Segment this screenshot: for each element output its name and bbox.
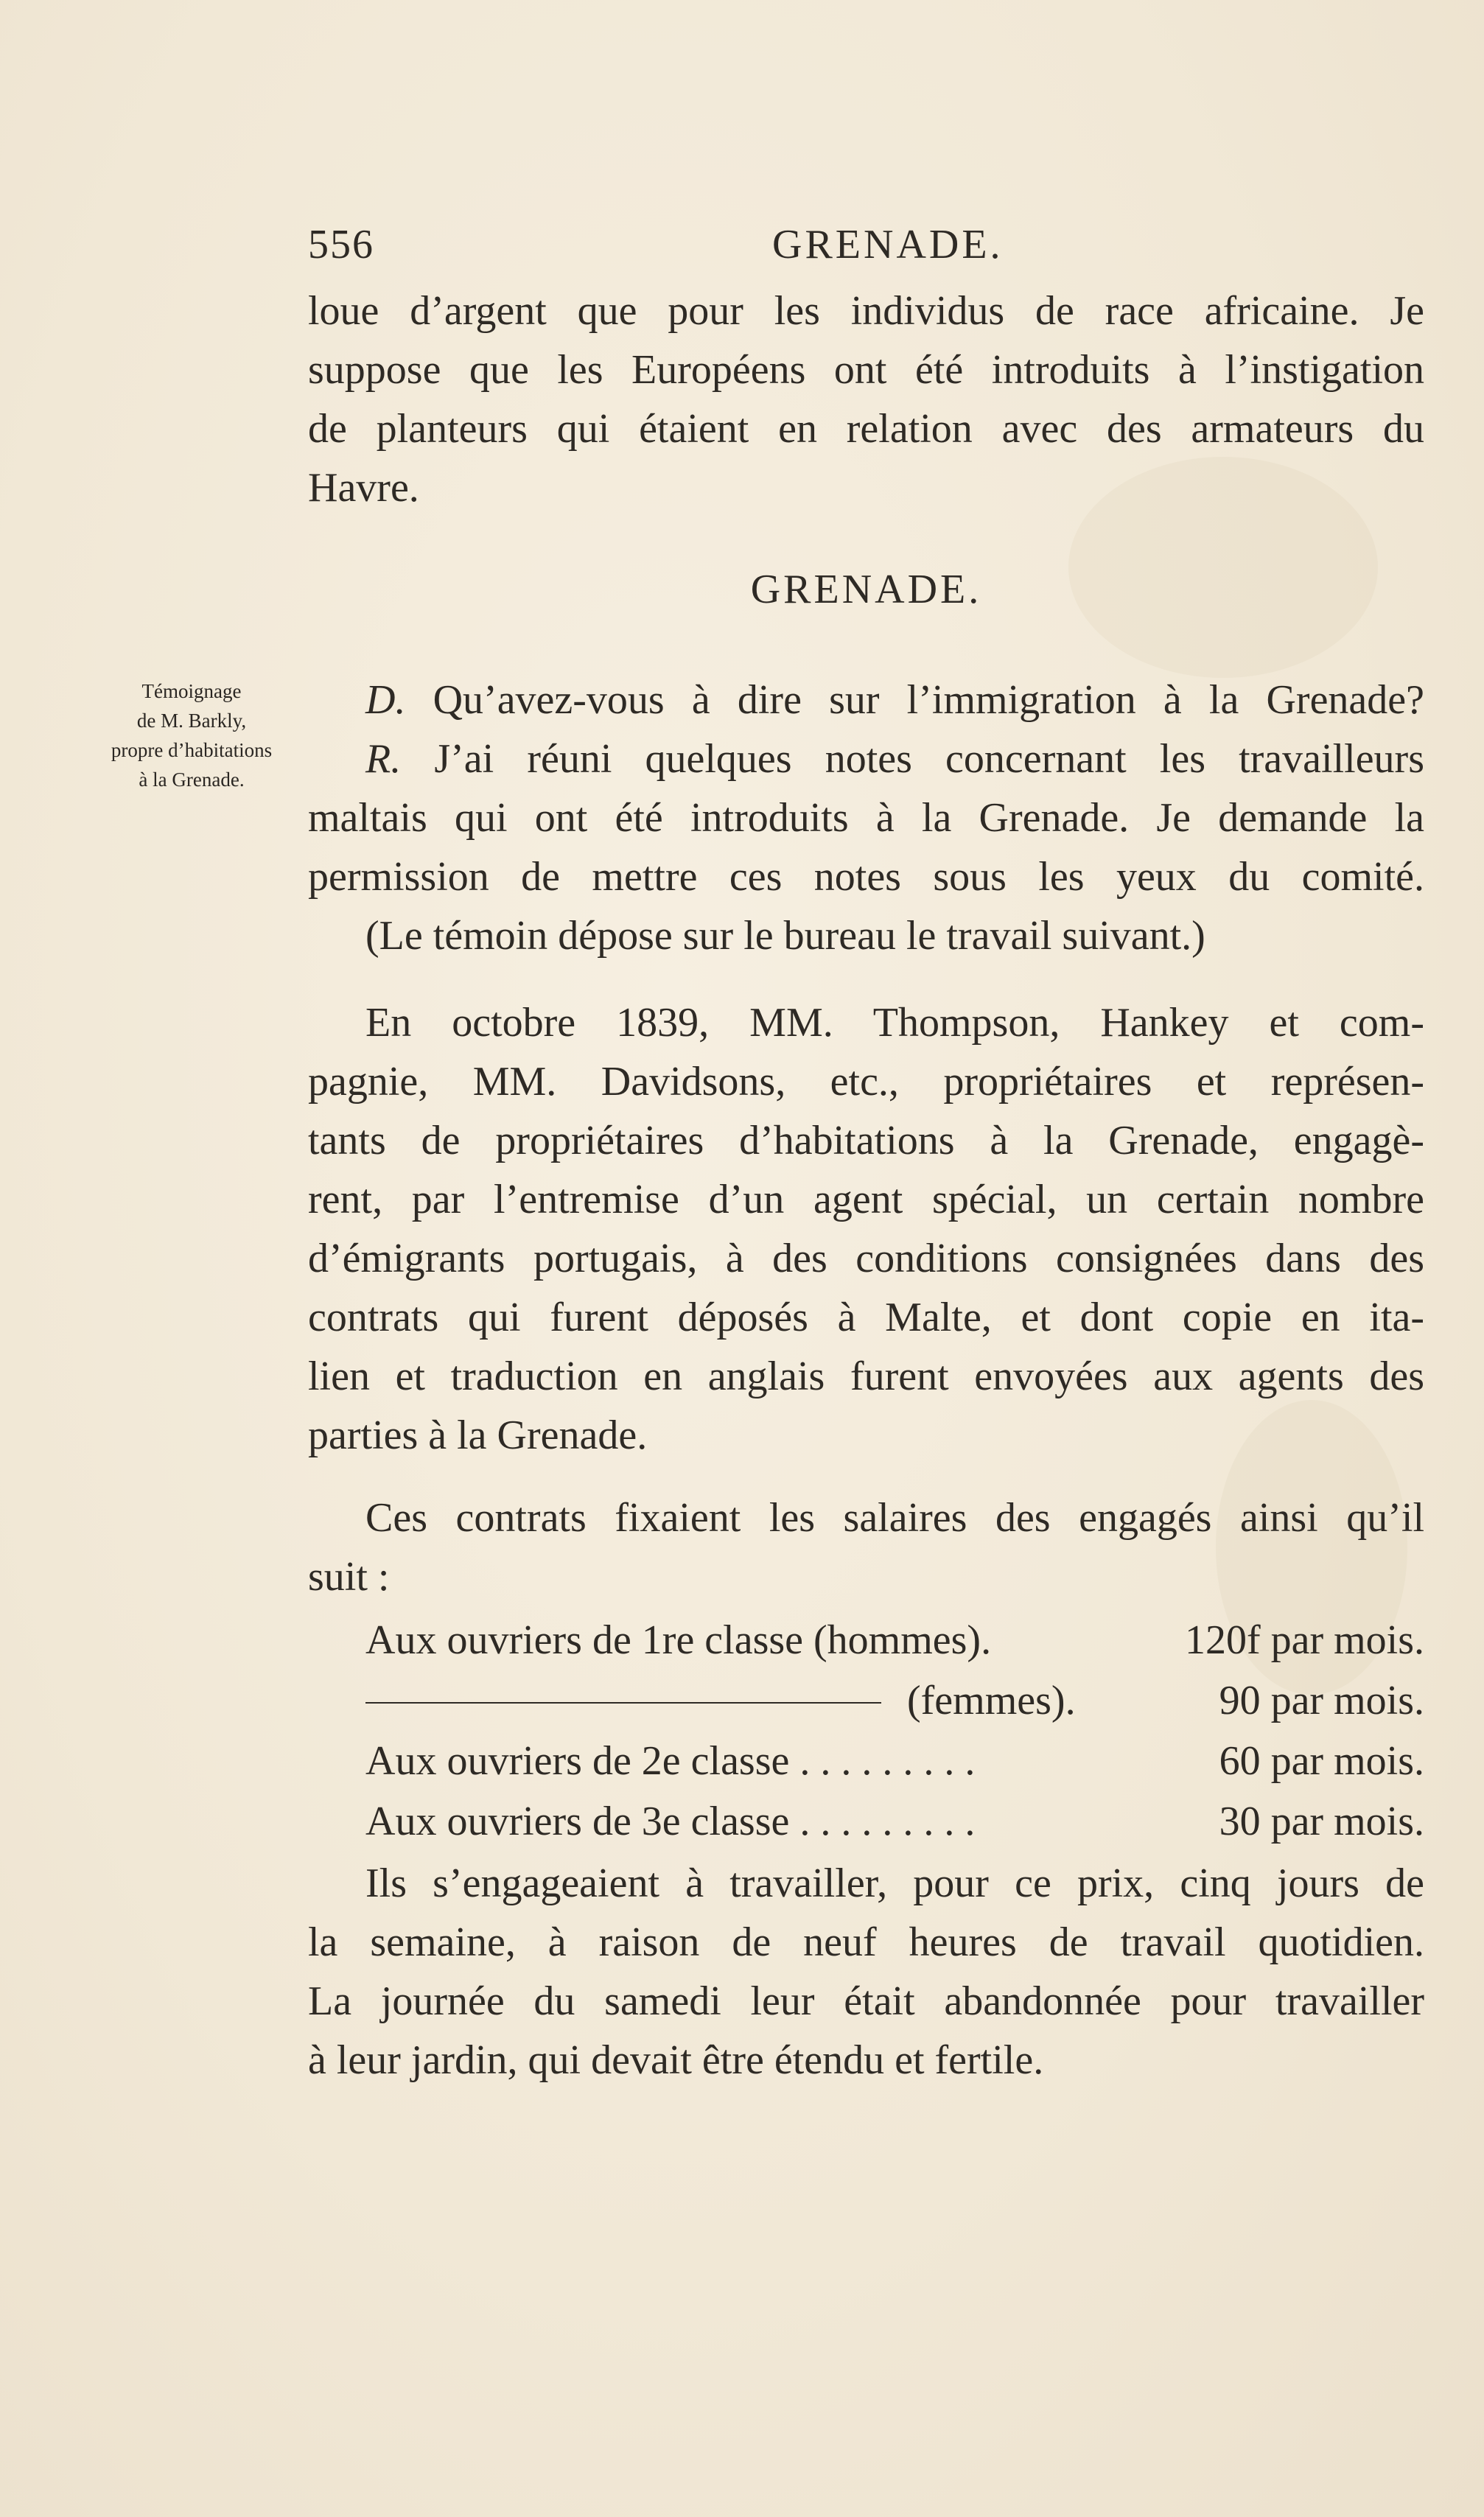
answer-text: J’ai réuni quelques notes concernant les travailleurs [434,736,1424,782]
text-line: suppose que les Européens ont été introduits à l’instigation [308,347,1424,393]
text-line: à leur jardin, qui devait être étendu et fertile. [308,2037,1044,2083]
wage-amount: 30 par mois. [1219,1799,1424,1844]
question-text: Qu’avez-vous à dire sur l’immigration à la Grenade? [433,677,1424,723]
text-line: En octobre 1839, MM. Thompson, Hankey et com- [365,1000,1424,1046]
text-line: Ces contrats fixaient les salaires des engagés ainsi qu’il [365,1495,1424,1541]
wage-amount: 90 par mois. [1219,1678,1424,1723]
answer-speaker: R. [365,736,402,782]
margin-note-line: à la Grenade. [139,769,245,791]
margin-note-line: propre d’habitations [111,739,273,761]
paragraph-schedule [308,1854,1424,2090]
testimony-block [308,671,1424,965]
answer-line [308,729,1424,788]
page-number: 556 [308,222,374,267]
text-line: la semaine, à raison de neuf heures de travail quotidien. [308,1919,1424,1965]
text-line: lien et traduction en anglais furent envoyées aux agents des [308,1354,1424,1399]
wage-amount: 60 par mois. [1219,1738,1424,1784]
section-heading: GRENADE. [750,567,982,612]
wage-label: Aux ouvriers de 2e classe . . . . . . . . . [365,1738,976,1784]
margin-note-line: Témoignage [141,680,242,702]
text-line: La journée du samedi leur était abandonnée pour travailler [308,1978,1424,2024]
wage-label: Aux ouvriers de 1re classe (hommes). [365,1617,992,1663]
paragraph-contracts [308,993,1424,1465]
text-line: suit : [308,1554,390,1600]
text-line: de planteurs qui étaient en relation avec des armateurs du [308,406,1424,452]
wage-row [365,1671,1424,1730]
text-line: permission de mettre ces notes sous les yeux du comité. [308,854,1424,900]
text-line: loue d’argent que pour les individus de race africaine. Je [308,288,1424,334]
question-line [308,671,1424,729]
wage-row [365,1611,1424,1670]
page-header [308,221,1424,280]
wage-row [365,1792,1424,1851]
continuation-paragraph [308,281,1424,517]
text-line: pagnie, MM. Davidsons, etc., propriétaires et représen- [308,1059,1424,1105]
wage-amount: 120f par mois. [1184,1617,1424,1663]
text-line: tants de propriétaires d’habitations à la Grenade, engagè- [308,1118,1424,1163]
witness-note: (Le témoin dépose sur le bureau le travail suivant.) [365,913,1205,959]
wage-label: Aux ouvriers de 3e classe . . . . . . . . . [365,1799,976,1844]
wage-row [365,1732,1424,1790]
wage-label: (femmes). [907,1678,1076,1723]
text-line: maltais qui ont été introduits à la Grenade. Je demande la [308,795,1424,841]
text-line: d’émigrants portugais, à des conditions consignées dans des [308,1236,1424,1281]
paragraph-salaries [308,1488,1424,1606]
text-line: contrats qui furent déposés à Malte, et dont copie en ita- [308,1295,1424,1340]
text-line: rent, par l’entremise d’un agent spécial, un certain nombre [308,1177,1424,1222]
text-line: Havre. [308,465,419,511]
margin-note [88,676,295,794]
ditto-rule [365,1702,881,1704]
running-title: GRENADE. [772,222,1004,267]
question-speaker: D. [365,677,406,723]
text-line: Ils s’engageaient à travailler, pour ce prix, cinq jours de [365,1860,1424,1906]
margin-note-line: de M. Barkly, [136,710,247,732]
text-line: parties à la Grenade. [308,1412,648,1458]
